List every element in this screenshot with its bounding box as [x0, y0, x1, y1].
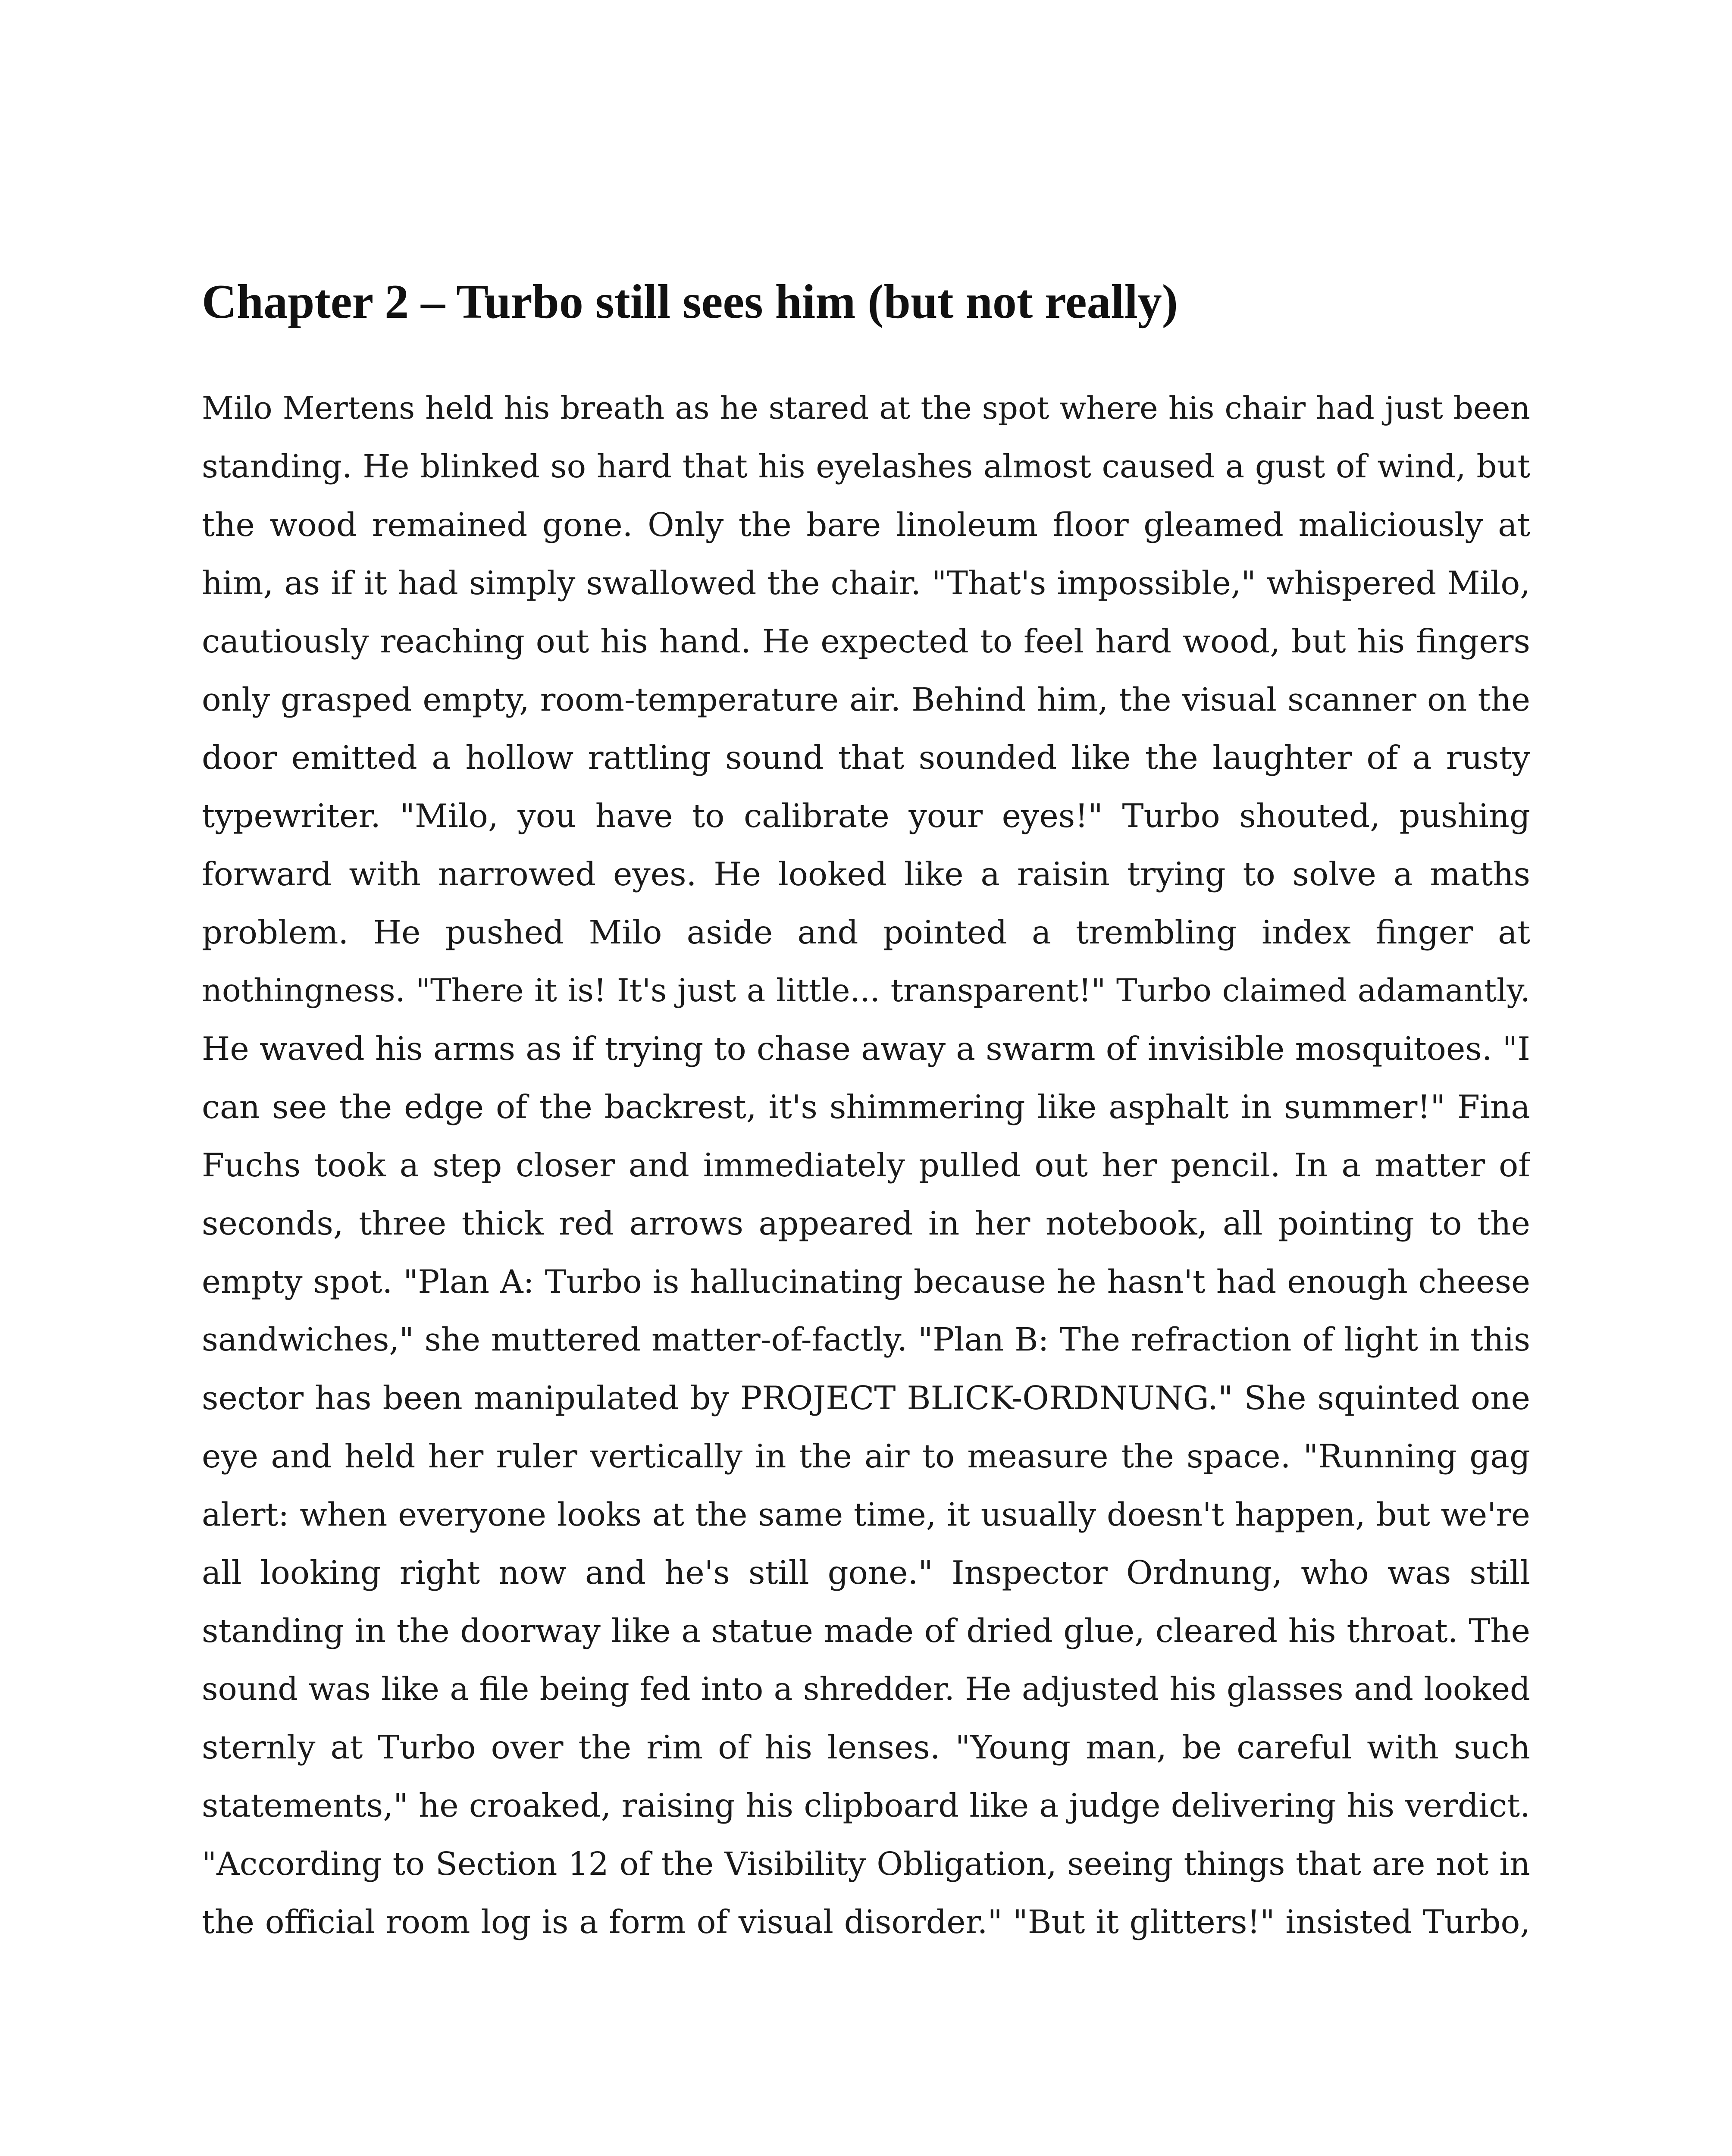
text-line: standing. He blinked so hard that his eyelashes almost caused a gust of wind, but	[202, 448, 1530, 485]
text-line: cautiously reaching out his hand. He expected to feel hard wood, but his fingers	[202, 622, 1530, 660]
text-line: all looking right now and he's still gone." Inspector Ordnung, who was still	[202, 1554, 1530, 1592]
text-line: sector has been manipulated by PROJECT BLICK-ORDNUNG." She squinted one	[202, 1379, 1530, 1417]
text-line: statements," he croaked, raising his clipboard like a judge delivering his verdict.	[202, 1786, 1530, 1824]
text-line: Milo Mertens held his breath as he stared at the spot where his chair had just been	[202, 390, 1530, 426]
text-line: Fuchs took a step closer and immediately pulled out her pencil. In a matter of	[202, 1146, 1530, 1184]
text-line: nothingness. "There it is! It's just a little... transparent!" Turbo claimed adamantly.	[202, 972, 1530, 1009]
text-line: standing in the doorway like a statue made of dried glue, cleared his throat. The	[202, 1612, 1530, 1650]
text-line: sound was like a file being fed into a shredder. He adjusted his glasses and looked	[202, 1671, 1530, 1708]
chapter-title: Chapter 2 – Turbo still sees him (but not really)	[202, 275, 1178, 329]
text-line: the wood remained gone. Only the bare linoleum floor gleamed maliciously at	[202, 506, 1530, 544]
text-line: can see the edge of the backrest, it's shimmering like asphalt in summer!" Fina	[202, 1088, 1530, 1126]
text-line: sternly at Turbo over the rim of his lenses. "Young man, be careful with such	[202, 1728, 1530, 1766]
text-line: problem. He pushed Milo aside and pointed a trembling index finger at	[202, 913, 1530, 951]
text-line: him, as if it had simply swallowed the chair. "That's impossible," whispered Milo,	[202, 564, 1530, 602]
text-line: alert: when everyone looks at the same time, it usually doesn't happen, but we're	[202, 1496, 1530, 1533]
text-line: only grasped empty, room-temperature air. Behind him, the visual scanner on the	[202, 681, 1530, 718]
text-line: door emitted a hollow rattling sound that sounded like the laughter of a rusty	[202, 739, 1530, 777]
text-line: empty spot. "Plan A: Turbo is hallucinating because he hasn't had enough cheese	[202, 1263, 1530, 1300]
text-line: the official room log is a form of visual disorder." "But it glitters!" insisted Turbo,	[202, 1903, 1530, 1941]
chapter-body-text	[202, 379, 1530, 1951]
text-line: He waved his arms as if trying to chase away a swarm of invisible mosquitoes. "I	[202, 1030, 1530, 1068]
text-line: "According to Section 12 of the Visibility Obligation, seeing things that are not in	[202, 1845, 1530, 1883]
text-line: eye and held her ruler vertically in the air to measure the space. "Running gag	[202, 1437, 1530, 1475]
text-line: sandwiches," she muttered matter-of-factly. "Plan B: The refraction of light in this	[202, 1321, 1530, 1358]
text-line: typewriter. "Milo, you have to calibrate your eyes!" Turbo shouted, pushing	[202, 797, 1530, 835]
text-line: forward with narrowed eyes. He looked like a raisin trying to solve a maths	[202, 855, 1530, 893]
text-line: seconds, three thick red arrows appeared in her notebook, all pointing to the	[202, 1204, 1530, 1242]
